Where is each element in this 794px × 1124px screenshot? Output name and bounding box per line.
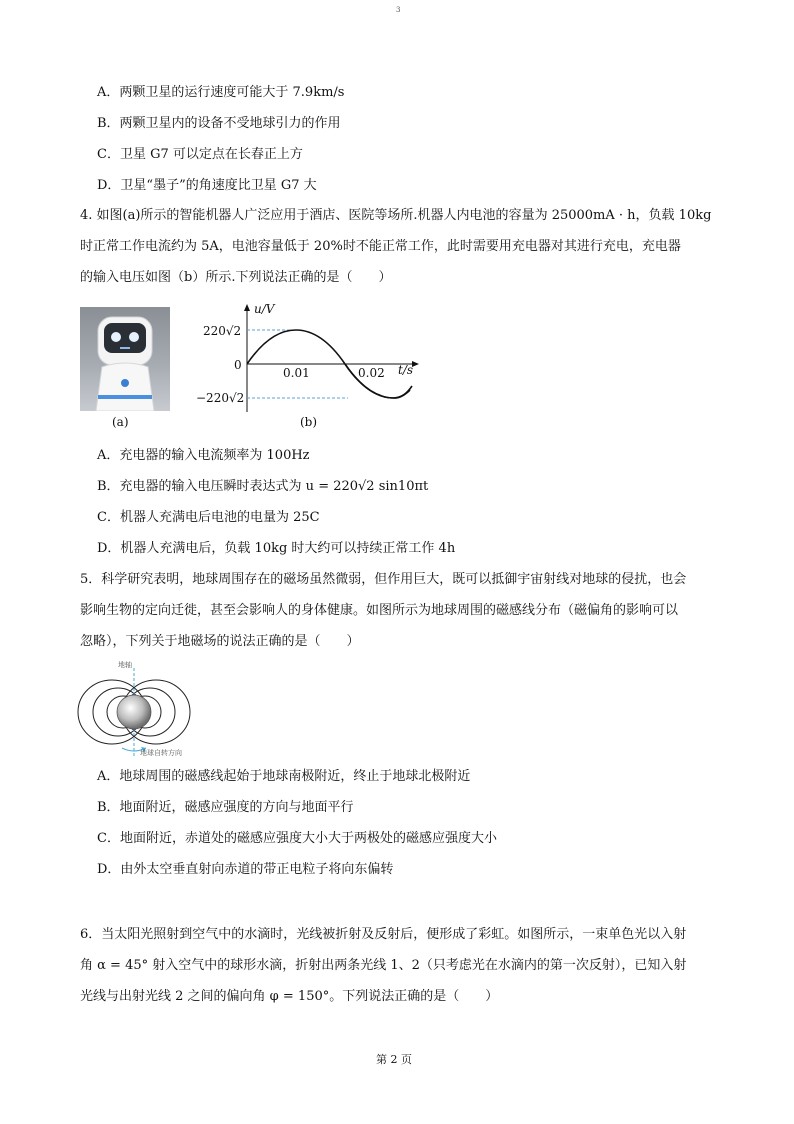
x-axis-label: t/s: [398, 363, 414, 377]
q3-option-d: D．卫星“墨子”的角速度比卫星 G7 大: [97, 178, 317, 193]
q6-stem-line-1: 6．当太阳光照射到空气中的水滴时，光线被折射及反射后，便形成了彩虹。如图所示，一束单色光以入射: [80, 927, 687, 942]
q5-stem-line-1: 5．科学研究表明，地球周围存在的磁场虽然微弱，但作用巨大，既可以抵御宇宙射线对地球的侵扰，也会: [80, 572, 687, 587]
q5-option-b: B．地面附近，磁感应强度的方向与地面平行: [97, 800, 354, 815]
page-number: 第 2 页: [376, 1053, 412, 1066]
q4-option-d: D．机器人充满电后，负载 10kg 时大约可以持续正常工作 4h: [97, 541, 456, 556]
y-bottom-label: −220√2: [196, 391, 245, 405]
q4-option-b: B．充电器的输入电压瞬时表达式为 u = 220√2 sin10πt: [97, 479, 429, 494]
q3-option-a: A．两颗卫星的运行速度可能大于 7.9km/s: [97, 85, 345, 100]
figure-a-label: (a): [112, 415, 129, 429]
q6-stem-line-2: 角 α = 45° 射入空气中的球形水滴，折射出两条光线 1、2（只考虑光在水滴内的第一次反射），已知入射: [80, 958, 687, 973]
q6-stem-line-3: 光线与出射光线 2 之间的偏向角 φ = 150°。下列说法正确的是（ ）: [80, 989, 499, 1004]
y-axis-label: u/V: [254, 302, 275, 316]
q4-stem-line-2: 时正常工作电流约为 5A，电池容量低于 20%时不能正常工作，此时需要用充电器对其进行充电，充电器: [80, 239, 681, 254]
q5-option-c: C．地面附近，赤道处的磁感应强度大小大于两极处的磁感应强度大小: [97, 831, 497, 846]
q4-option-a: A．充电器的输入电流频率为 100Hz: [97, 448, 310, 463]
origin-label: 0: [234, 358, 242, 372]
q4-option-c: C．机器人充满电后电池的电量为 25C: [97, 510, 320, 525]
q4-stem-line-3: 的输入电压如图（b）所示.下列说法正确的是（ ）: [80, 270, 392, 285]
header-mark: 3: [396, 6, 401, 14]
q5-stem-line-2: 影响生物的定向迁徙，甚至会影响人的身体健康。如图所示为地球周围的磁感线分布（磁偏角的影响可以: [80, 603, 679, 618]
q3-option-b: B．两颗卫星内的设备不受地球引力的作用: [97, 116, 341, 131]
q5-option-a: A．地球周围的磁感线起始于地球南极附近，终止于地球北极附近: [97, 769, 471, 784]
robot-icon: [80, 307, 170, 411]
tick-002-label: 0.02: [358, 366, 385, 380]
robot-photo: [80, 307, 170, 411]
q5-stem-line-3: 忽略），下列关于地磁场的说法正确的是（ ）: [80, 634, 360, 649]
y-top-label: 220√2: [203, 324, 242, 338]
earth-axis-label: 地轴: [118, 661, 132, 669]
q4-stem-line-1: 4. 如图(a)所示的智能机器人广泛应用于酒店、医院等场所.机器人内电池的容量为 25000mA · h，负载 10kg: [80, 208, 712, 223]
q5-option-d: D．由外太空垂直射向赤道的带正电粒子将向东偏转: [97, 862, 394, 877]
figure-b-label: (b): [300, 415, 318, 429]
tick-001-label: 0.01: [283, 366, 310, 380]
earth-field-figure: [74, 662, 194, 762]
q3-option-c: C．卫星 G7 可以定点在长春正上方: [97, 147, 303, 162]
earth-rotation-label: 地球自转方向: [140, 749, 182, 757]
